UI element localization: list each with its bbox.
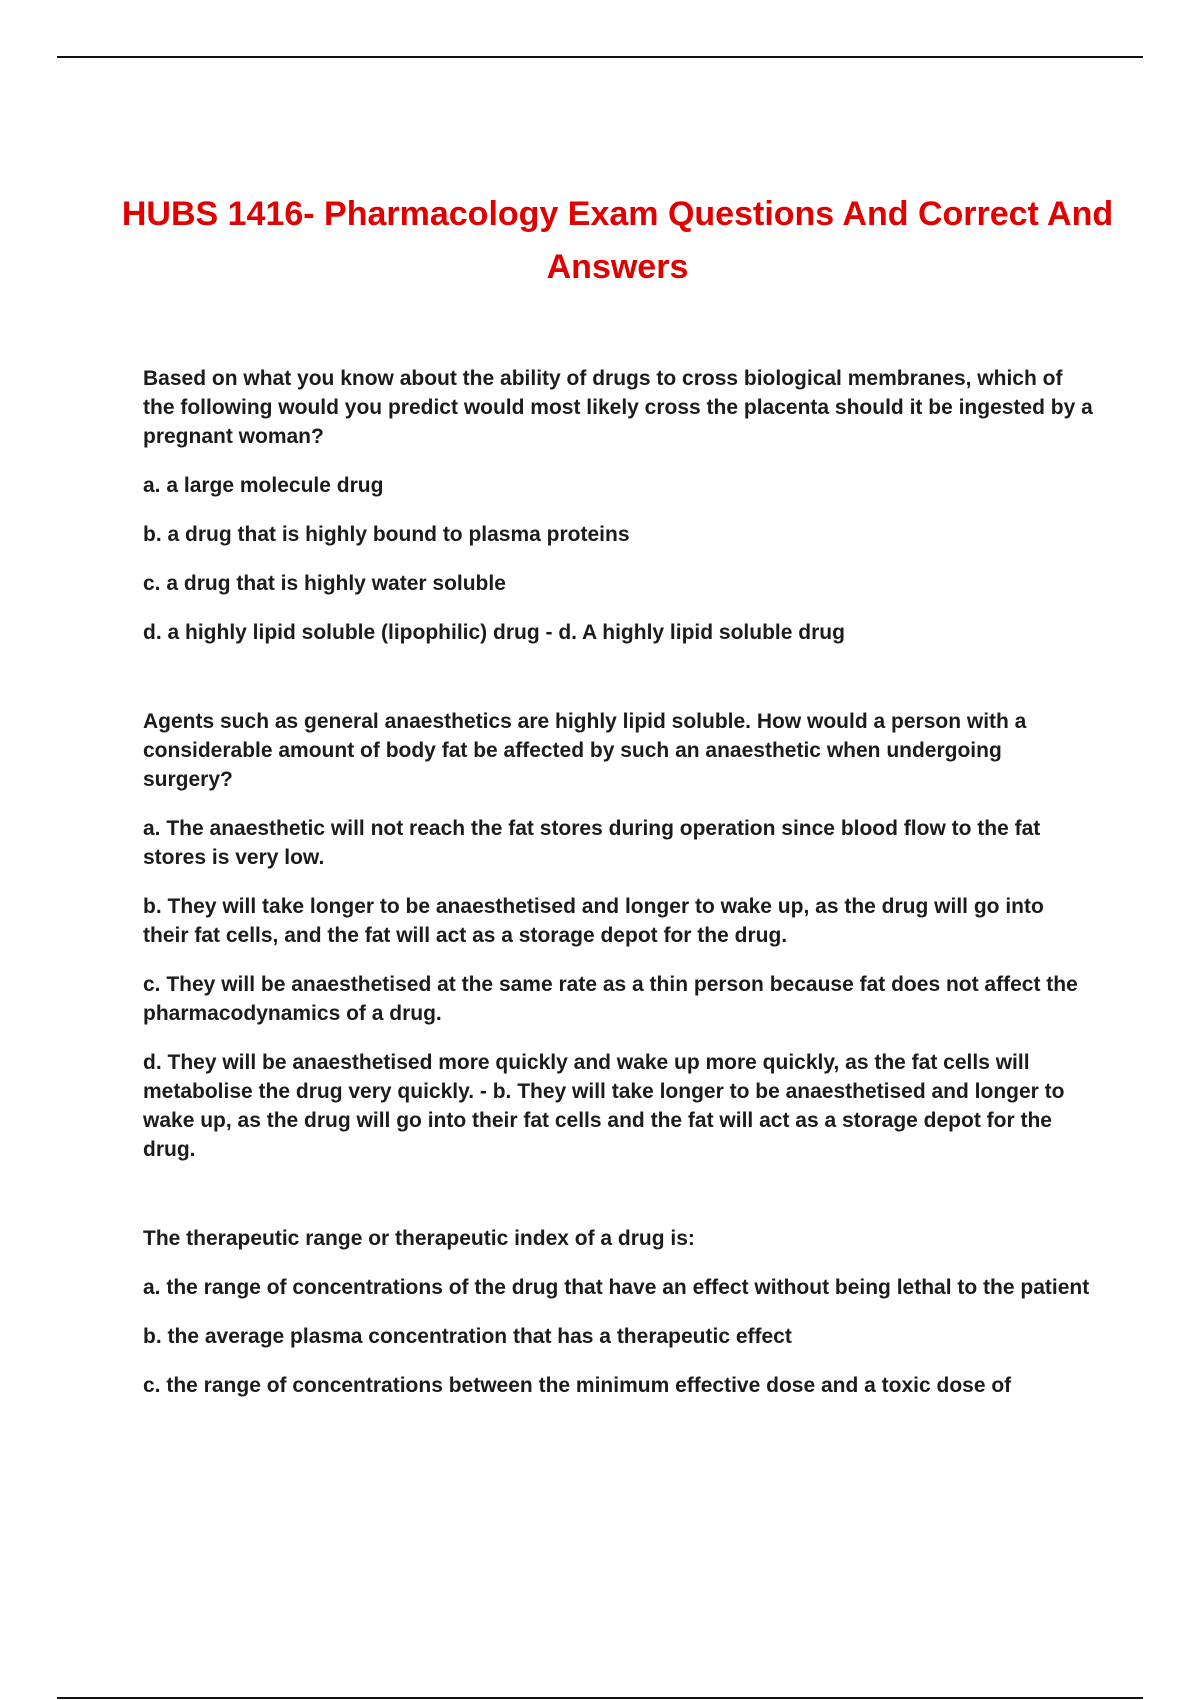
question-text: Based on what you know about the ability of drugs to cross biological membranes, which of the following would you predict would most likely cross the placenta should it be ingested by a pregnant woman? <box>143 367 1093 448</box>
answer-option: a. the range of concentrations of the drug that have an effect without being lethal to the patient <box>143 1276 1090 1299</box>
question-text: Agents such as general anaesthetics are highly lipid soluble. How would a person with a considerable amount of body fat be affected by such an anaesthetic when undergoing surgery? <box>143 710 1027 791</box>
top-rule <box>57 56 1143 58</box>
answer-option: c. They will be anaesthetised at the same rate as a thin person because fat does not affect the pharmacodynamics of a drug. <box>143 973 1078 1025</box>
answer-option: b. a drug that is highly bound to plasma proteins <box>143 523 630 546</box>
answer-option: c. a drug that is highly water soluble <box>143 572 506 595</box>
answer-option: a. a large molecule drug <box>143 474 384 497</box>
question-block-3 <box>143 1224 1093 1400</box>
question-block-1 <box>143 364 1093 647</box>
question-block-2 <box>143 707 1093 1164</box>
question-text: The therapeutic range or therapeutic index of a drug is: <box>143 1227 695 1250</box>
answer-option: d. They will be anaesthetised more quickly and wake up more quickly, as the fat cells will metabolise the drug very quickly. - b. They will take longer to be anaesthetised and longer to wake up, as the drug will go into their fat cells and the fat will act as a storage depot for the drug. <box>143 1051 1065 1161</box>
answer-option: c. the range of concentrations between the minimum effective dose and a toxic dose of <box>143 1374 1012 1397</box>
document-title: HUBS 1416- Pharmacology Exam Questions And Correct And Answers <box>121 195 1114 286</box>
answer-option: d. a highly lipid soluble (lipophilic) drug - d. A highly lipid soluble drug <box>143 621 845 644</box>
bottom-rule <box>57 1697 1143 1699</box>
answer-option: b. They will take longer to be anaesthetised and longer to wake up, as the drug will go into their fat cells, and the fat will act as a storage depot for the drug. <box>143 895 1044 947</box>
answer-option: a. The anaesthetic will not reach the fat stores during operation since blood flow to the fat stores is very low. <box>143 817 1041 869</box>
document-body <box>143 364 1093 1420</box>
answer-option: b. the average plasma concentration that has a therapeutic effect <box>143 1325 792 1348</box>
